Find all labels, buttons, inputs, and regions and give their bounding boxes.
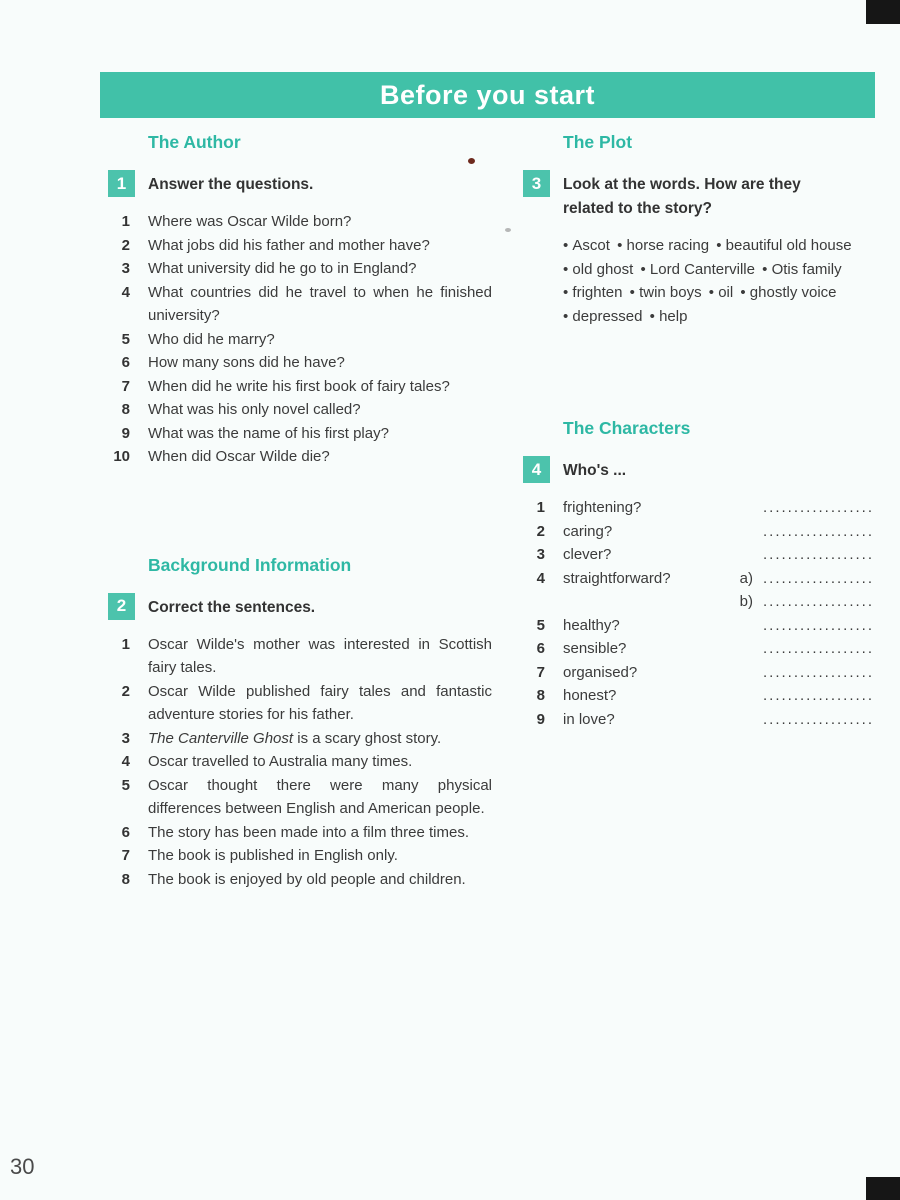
answer-line: .................. — [763, 616, 875, 634]
scan-artifact — [866, 1177, 900, 1200]
item-label: organised? — [563, 663, 638, 681]
item-label: in love? — [563, 710, 615, 728]
section-heading-characters: The Characters — [563, 418, 691, 438]
question-number: 10 — [113, 448, 130, 465]
exercise-instruction: Correct the sentences. — [148, 598, 316, 616]
question-number: 5 — [121, 330, 130, 348]
author-question-list — [100, 210, 492, 469]
item-label: caring? — [563, 522, 613, 540]
item-label: sensible? — [563, 640, 627, 657]
sentence-row — [100, 680, 492, 727]
question-row — [100, 328, 492, 352]
item-number: 9 — [536, 710, 545, 728]
question-text: When did Oscar Wilde die? — [148, 448, 330, 465]
exercise-number-badge: 2 — [108, 593, 135, 620]
answer-line: .................. — [763, 522, 875, 540]
question-text: What was the name of his first play? — [148, 424, 389, 442]
banner — [100, 72, 875, 118]
sentence-row — [100, 844, 492, 868]
scan-speck — [505, 228, 511, 232]
character-row — [518, 614, 881, 638]
question-row — [100, 445, 492, 469]
exercise-1 — [100, 170, 492, 197]
answer-line: .................. — [763, 546, 875, 563]
question-row — [100, 234, 492, 258]
item-number: 3 — [536, 546, 545, 563]
question-number: 6 — [121, 354, 130, 371]
question-text: What countries did he travel to when he finished university? — [148, 283, 492, 324]
right-column — [518, 130, 881, 731]
answer-line: .................. — [763, 593, 875, 610]
book-title: The Canterville Ghost — [148, 729, 294, 747]
answer-line: .................. — [763, 640, 875, 657]
character-row — [518, 543, 881, 567]
sentence-number: 8 — [121, 870, 130, 888]
sentence-row — [100, 633, 492, 680]
answer-line: .................. — [763, 663, 875, 681]
item-number: 6 — [536, 640, 545, 657]
question-text: Who did he marry? — [148, 330, 275, 348]
characters-list — [518, 496, 881, 731]
item-label: healthy? — [563, 616, 620, 634]
question-number: 4 — [121, 283, 130, 301]
sentence-row — [100, 821, 492, 845]
character-row — [518, 661, 881, 685]
plot-word: • frighten — [563, 284, 622, 301]
plot-words — [563, 234, 880, 328]
exercise-number-badge: 4 — [523, 456, 550, 483]
sentence-text: The book is enjoyed by old people and children. — [148, 870, 466, 888]
sentence-text: Oscar Wilde published fairy tales and fantastic adventure stories for his father. — [148, 682, 492, 723]
item-number: 2 — [536, 522, 545, 540]
exercise-instruction: Answer the questions. — [148, 176, 314, 193]
sentence-row — [100, 868, 492, 892]
sentence-number: 6 — [121, 823, 130, 841]
plot-word: • depressed — [563, 308, 642, 325]
sentence-number: 5 — [121, 776, 130, 794]
item-label: honest? — [563, 687, 617, 704]
character-row — [518, 708, 881, 732]
question-row — [100, 281, 492, 328]
character-row — [518, 567, 881, 591]
item-number: 7 — [536, 663, 545, 681]
plot-word: • beautiful old house — [716, 237, 851, 254]
plot-word: • ghostly voice — [740, 284, 836, 301]
character-row — [518, 684, 881, 708]
question-number: 2 — [121, 236, 130, 254]
sentence-row — [100, 727, 492, 751]
sub-letter: a) — [739, 569, 753, 587]
sentence-text-rest: is a scary ghost story. — [293, 729, 442, 747]
plot-word: • twin boys — [630, 284, 702, 301]
question-text: Where was Oscar Wilde born? — [148, 213, 352, 230]
exercise-4 — [518, 456, 881, 483]
question-row — [100, 422, 492, 446]
item-label: clever? — [563, 546, 612, 563]
character-row — [518, 520, 881, 544]
plot-word: • help — [650, 308, 688, 325]
sentence-number: 1 — [121, 635, 130, 653]
sentence-number: 2 — [121, 682, 130, 700]
sentence-row — [100, 750, 492, 774]
sentence-text: Oscar Wilde's mother was interested in Scottish fairy tales. — [148, 635, 492, 676]
item-number: 4 — [536, 569, 545, 587]
exercise-instruction: Look at the words. How are they related to the story? — [563, 176, 801, 217]
question-number: 3 — [121, 260, 130, 277]
item-number: 8 — [536, 687, 545, 704]
sub-letter: b) — [739, 593, 753, 610]
answer-line: .................. — [763, 569, 875, 587]
exercise-3 — [518, 170, 881, 220]
question-row — [100, 375, 492, 399]
section-heading-author: The Author — [148, 132, 241, 152]
answer-line: .................. — [763, 710, 875, 728]
sentence-row — [100, 774, 492, 821]
answer-line: .................. — [763, 687, 875, 704]
plot-word: • oil — [709, 284, 733, 301]
section-heading-background: Background Information — [148, 554, 352, 575]
sentence-number: 4 — [121, 753, 130, 770]
character-row — [518, 496, 881, 520]
question-row — [100, 351, 492, 375]
sentence-number: 7 — [121, 847, 130, 864]
question-text: What was his only novel called? — [148, 401, 361, 418]
exercise-number-badge: 1 — [108, 170, 135, 197]
plot-word: • Ascot — [563, 237, 610, 254]
sentence-text: The story has been made into a film three times. — [148, 823, 469, 841]
question-text: When did he write his first book of fairy tales? — [148, 377, 450, 395]
sentence-text: Oscar travelled to Australia many times. — [148, 753, 413, 770]
scan-artifact — [866, 0, 900, 24]
sentence-text — [148, 727, 492, 751]
plot-word: • horse racing — [617, 237, 709, 254]
question-row — [100, 398, 492, 422]
question-row — [100, 257, 492, 281]
plot-word: • old ghost — [563, 261, 633, 278]
sentence-text: Oscar thought there were many physical differences between English and American people. — [148, 776, 492, 817]
question-number: 8 — [121, 401, 130, 418]
exercise-number-badge: 3 — [523, 170, 550, 197]
question-number: 9 — [121, 424, 130, 442]
character-row — [518, 590, 881, 614]
sentence-number: 3 — [121, 729, 130, 747]
item-label: frightening? — [563, 499, 642, 516]
plot-word: • Lord Canterville — [640, 261, 754, 278]
question-row — [100, 210, 492, 234]
section-heading-plot: The Plot — [563, 132, 633, 152]
background-sentence-list — [100, 633, 492, 892]
question-text: What jobs did his father and mother have? — [148, 236, 430, 254]
character-row — [518, 637, 881, 661]
banner-title: Before you start — [379, 79, 596, 110]
item-number: 1 — [536, 499, 545, 516]
question-number: 1 — [121, 213, 130, 230]
sentence-text: The book is published in English only. — [148, 847, 398, 864]
item-label: straightforward? — [563, 569, 671, 587]
item-number: 5 — [536, 616, 545, 634]
question-text: How many sons did he have? — [148, 354, 345, 371]
answer-line: .................. — [763, 499, 875, 516]
page-number: 30 — [10, 1154, 35, 1179]
question-number: 7 — [121, 377, 130, 395]
question-text: What university did he go to in England? — [148, 260, 417, 277]
plot-word: • Otis family — [762, 261, 841, 278]
exercise-instruction: Who's ... — [563, 462, 627, 479]
exercise-2 — [100, 593, 492, 620]
left-column — [100, 130, 492, 891]
scan-speck — [468, 158, 475, 164]
